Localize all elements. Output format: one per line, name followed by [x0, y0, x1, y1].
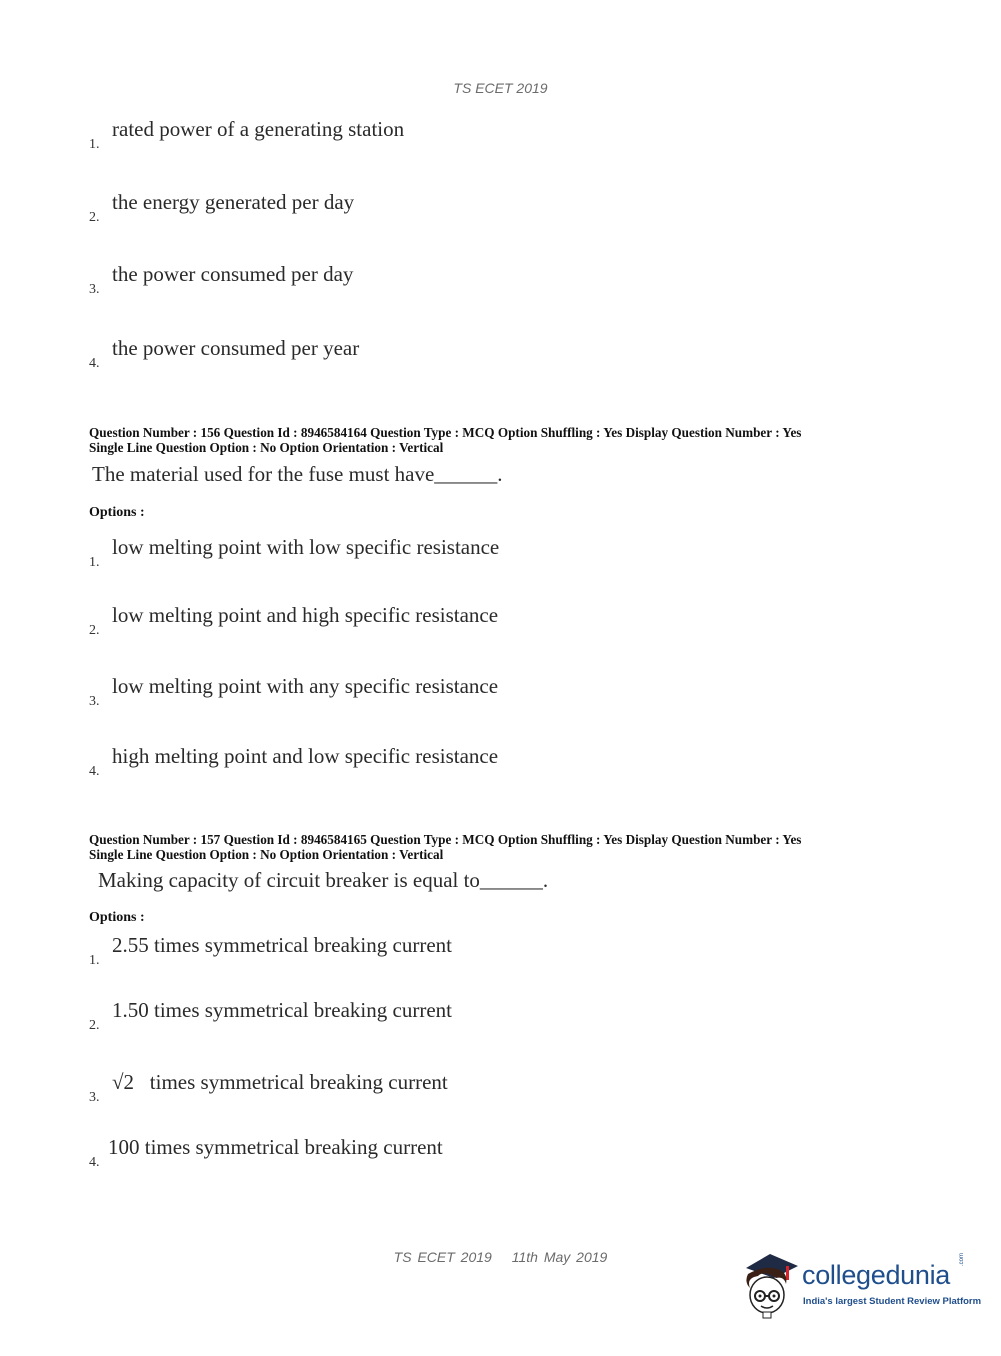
q157-option-3[interactable]: [0, 1070, 900, 1110]
q156-options-label: Options :: [89, 505, 145, 520]
q156-meta-line2: Single Line Question Option : No Option Orientation : Vertical: [89, 440, 444, 455]
mascot-icon: [740, 1248, 802, 1320]
q156-option-2[interactable]: [0, 603, 900, 643]
q155-option-2[interactable]: [0, 190, 900, 230]
option-text: low melting point with low specific resistance: [112, 535, 500, 559]
option-number: 4.: [89, 764, 100, 779]
option-number: 1.: [89, 555, 100, 570]
option-text: the energy generated per day: [112, 190, 355, 214]
option-text: rated power of a generating station: [112, 117, 405, 141]
q155-option-4[interactable]: [0, 336, 900, 376]
option-text: 1.50 times symmetrical breaking current: [112, 998, 452, 1022]
option-number: 1.: [89, 953, 100, 968]
q156-option-3[interactable]: [0, 674, 900, 714]
option-number: 4.: [89, 1155, 100, 1170]
q156-meta-line1: Question Number : 156 Question Id : 8946584164 Question Type : MCQ Option Shuffling : Yes Display Question Number : Yes: [89, 425, 802, 440]
q157-meta-line1: Question Number : 157 Question Id : 8946584165 Question Type : MCQ Option Shuffling : Yes Display Question Number : Yes: [89, 832, 802, 847]
option-number: 2.: [89, 623, 100, 638]
q157-meta: [89, 832, 949, 862]
option-text: the power consumed per year: [112, 336, 360, 360]
q156-option-1[interactable]: [0, 535, 900, 575]
footer-date: 11th May 2019: [511, 1249, 608, 1265]
option-number: 3.: [89, 694, 100, 709]
q157-options-label: Options :: [89, 910, 145, 925]
q157-question: Making capacity of circuit breaker is equal to______.: [98, 868, 549, 892]
option-text: 2.55 times symmetrical breaking current: [112, 933, 452, 957]
option-text: high melting point and low specific resistance: [112, 744, 499, 768]
option-text: 100 times symmetrical breaking current: [108, 1135, 443, 1159]
option-text: √2 times symmetrical breaking current: [112, 1070, 448, 1094]
collegedunia-logo[interactable]: [740, 1248, 980, 1323]
footer-exam: TS ECET 2019: [393, 1249, 492, 1265]
option-number: 4.: [89, 356, 100, 371]
option-number: 1.: [89, 137, 100, 152]
logo-tagline: India's largest Student Review Platform: [803, 1296, 982, 1307]
option-number: 2.: [89, 1018, 100, 1033]
option-number: 3.: [89, 1090, 100, 1105]
logo-suffix: .com: [959, 1252, 965, 1266]
option-number: 3.: [89, 282, 100, 297]
logo-brand: collegedunia: [802, 1260, 951, 1290]
q156-meta: [89, 425, 949, 455]
q156-question: The material used for the fuse must have______.: [92, 462, 503, 486]
q157-option-1[interactable]: [0, 933, 900, 973]
option-number: 2.: [89, 210, 100, 225]
option-text: low melting point with any specific resistance: [112, 674, 499, 698]
q157-option-2[interactable]: [0, 998, 900, 1038]
page-header: TS ECET 2019: [453, 80, 548, 96]
q156-option-4[interactable]: [0, 744, 900, 784]
q157-meta-line2: Single Line Question Option : No Option Orientation : Vertical: [89, 847, 444, 862]
q155-option-1[interactable]: [0, 117, 900, 157]
q157-option-4[interactable]: [0, 1135, 900, 1175]
option-text: the power consumed per day: [112, 262, 354, 286]
q155-option-3[interactable]: [0, 262, 900, 302]
option-text: low melting point and high specific resistance: [112, 603, 499, 627]
